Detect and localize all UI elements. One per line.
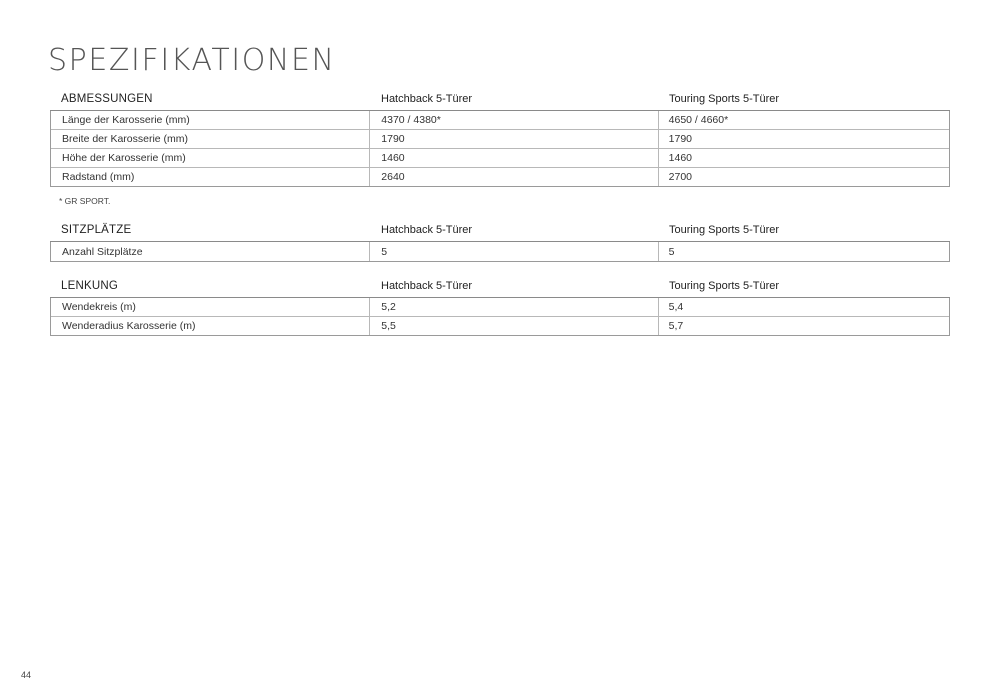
section-abmessungen [50,88,950,187]
touring-value: 5,4 [668,301,684,313]
row-label: Breite der Karosserie (mm) [51,130,370,148]
hatchback-value: 1790 [370,130,658,148]
table-row [51,148,949,167]
page-number: 44 [21,670,32,680]
section-heading: LENKUNG [61,280,118,292]
touring-value: 5,7 [668,320,684,332]
column-header-touring: Touring Sports 5-Türer [669,280,780,292]
section-header [50,219,950,242]
row-label: Länge der Karosserie (mm) [51,111,370,129]
section-heading: ABMESSUNGEN [61,93,153,105]
row-label: Höhe der Karosserie (mm) [51,149,370,167]
section-heading: SITZPLÄTZE [61,224,132,236]
touring-value: 4650 / 4660* [668,114,729,126]
touring-value: 5 [668,245,675,258]
hatchback-value: 1460 [370,149,658,167]
row-label: Radstand (mm) [51,168,370,186]
hatchback-value: 5,2 [370,298,658,316]
column-header-hatchback: Hatchback 5-Türer [381,93,473,105]
spec-table-sitzplaetze [50,242,950,262]
table-row [51,316,949,335]
table-row [51,129,949,148]
page-title: SPEZIFIKATIONEN [48,43,336,78]
column-header-hatchback: Hatchback 5-Türer [381,280,473,292]
table-row [51,111,949,129]
footnote: * GR SPORT. [59,196,111,206]
spec-table-abmessungen [50,111,950,187]
touring-value: 2700 [668,171,692,183]
row-label: Anzahl Sitzplätze [51,242,370,261]
touring-value: 1460 [668,152,692,164]
row-label: Wenderadius Karosserie (m) [51,317,370,335]
table-row [51,298,949,316]
section-header [50,88,950,111]
section-lenkung [50,275,950,336]
touring-value: 1790 [668,133,692,145]
hatchback-value: 5,5 [370,317,658,335]
table-row [51,167,949,186]
hatchback-value: 4370 / 4380* [370,111,658,129]
row-label: Wendekreis (m) [51,298,370,316]
column-header-hatchback: Hatchback 5-Türer [381,224,473,236]
spec-table-lenkung [50,298,950,336]
section-header [50,275,950,298]
hatchback-value: 5 [370,242,658,261]
column-header-touring: Touring Sports 5-Türer [669,93,780,105]
hatchback-value: 2640 [370,168,658,186]
table-row [51,242,949,261]
column-header-touring: Touring Sports 5-Türer [669,224,780,236]
section-sitzplaetze [50,219,950,262]
